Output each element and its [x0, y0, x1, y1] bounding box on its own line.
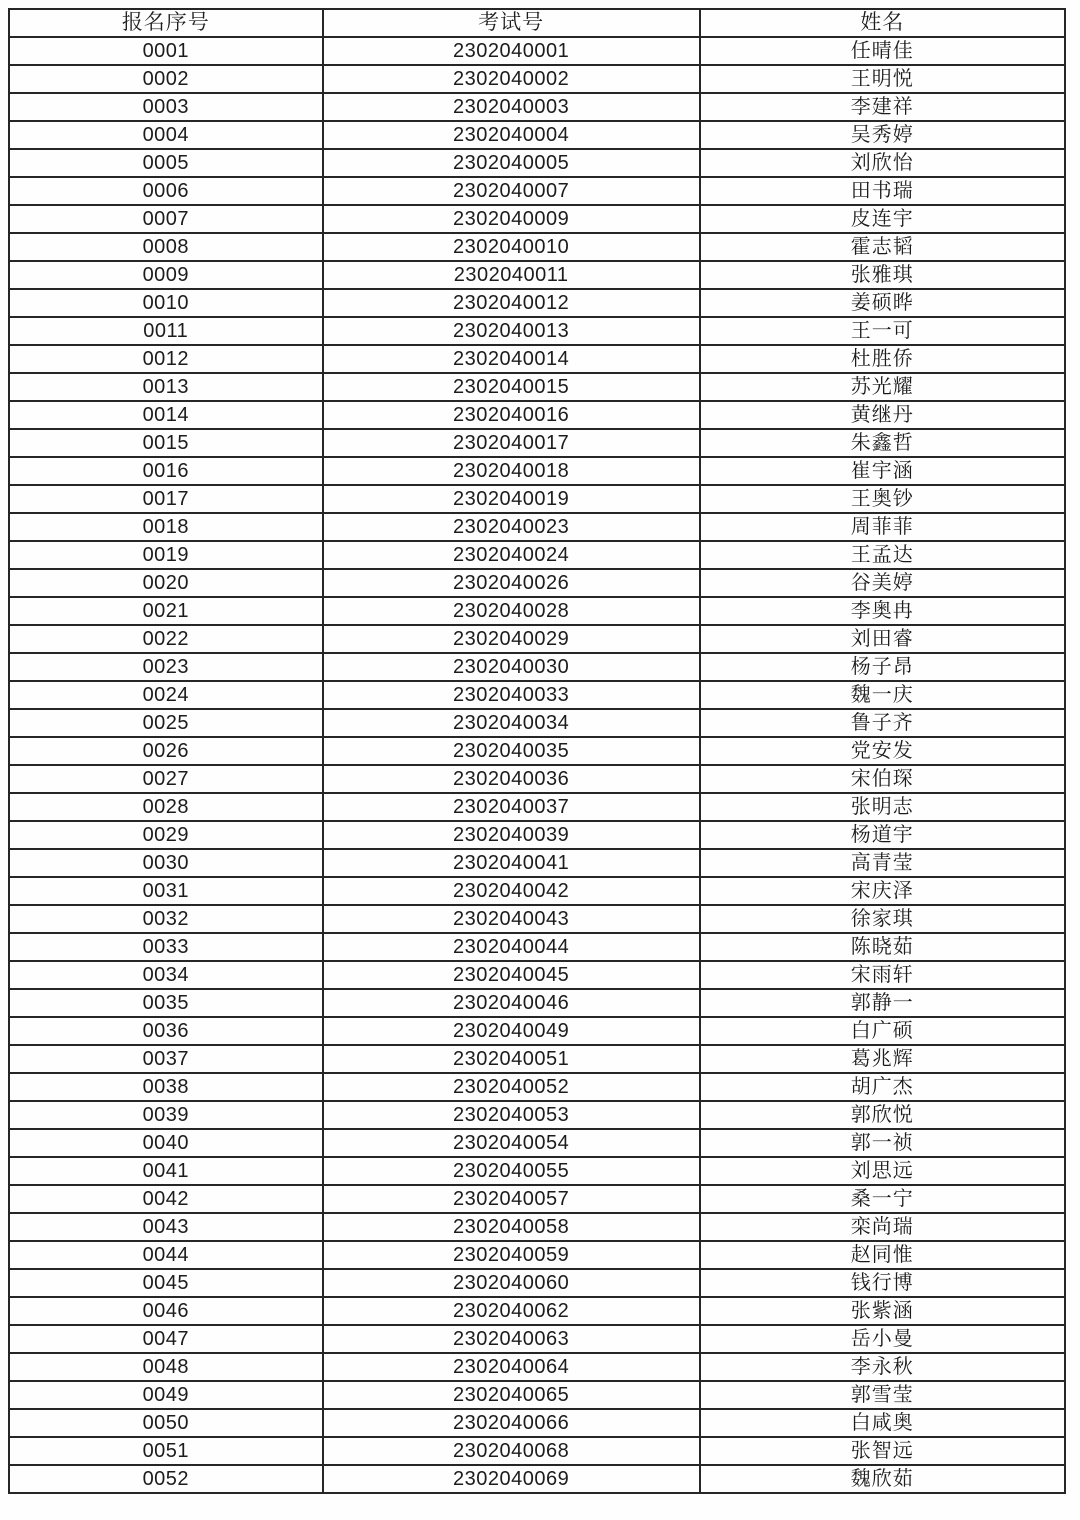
table-row — [9, 1409, 1065, 1437]
exam-no-cell: 2302040057 — [323, 1185, 700, 1213]
reg-no-cell: 0017 — [9, 485, 323, 513]
column-header-name: 姓名 — [700, 9, 1065, 37]
exam-no-cell: 2302040029 — [323, 625, 700, 653]
name-cell: 赵同惟 — [700, 1241, 1065, 1269]
reg-no-cell: 0048 — [9, 1353, 323, 1381]
exam-no-cell: 2302040016 — [323, 401, 700, 429]
exam-no-cell: 2302040064 — [323, 1353, 700, 1381]
table-row — [9, 597, 1065, 625]
table-row — [9, 737, 1065, 765]
exam-no-cell: 2302040001 — [323, 37, 700, 65]
table-row — [9, 793, 1065, 821]
table-row — [9, 205, 1065, 233]
name-cell: 钱行博 — [700, 1269, 1065, 1297]
name-cell: 皮连宇 — [700, 205, 1065, 233]
table-row — [9, 961, 1065, 989]
table-row — [9, 401, 1065, 429]
table-row — [9, 261, 1065, 289]
table-row — [9, 849, 1065, 877]
reg-no-cell: 0016 — [9, 457, 323, 485]
exam-no-cell: 2302040069 — [323, 1465, 700, 1493]
exam-no-cell: 2302040004 — [323, 121, 700, 149]
reg-no-cell: 0002 — [9, 65, 323, 93]
reg-no-cell: 0004 — [9, 121, 323, 149]
table-row — [9, 1325, 1065, 1353]
exam-no-cell: 2302040059 — [323, 1241, 700, 1269]
table-row — [9, 1213, 1065, 1241]
name-cell: 郭一祯 — [700, 1129, 1065, 1157]
exam-no-cell: 2302040011 — [323, 261, 700, 289]
exam-no-cell: 2302040043 — [323, 905, 700, 933]
table-row — [9, 1073, 1065, 1101]
reg-no-cell: 0013 — [9, 373, 323, 401]
name-cell: 陈晓茹 — [700, 933, 1065, 961]
name-cell: 任晴佳 — [700, 37, 1065, 65]
reg-no-cell: 0029 — [9, 821, 323, 849]
exam-roster-table — [8, 8, 1066, 1494]
reg-no-cell: 0020 — [9, 569, 323, 597]
name-cell: 李永秋 — [700, 1353, 1065, 1381]
table-row — [9, 317, 1065, 345]
name-cell: 王奥钞 — [700, 485, 1065, 513]
table-row — [9, 1353, 1065, 1381]
table-row — [9, 625, 1065, 653]
header-row — [9, 9, 1065, 37]
reg-no-cell: 0014 — [9, 401, 323, 429]
exam-no-cell: 2302040030 — [323, 653, 700, 681]
table-row — [9, 513, 1065, 541]
table-row — [9, 905, 1065, 933]
name-cell: 郭静一 — [700, 989, 1065, 1017]
name-cell: 杨子昂 — [700, 653, 1065, 681]
reg-no-cell: 0037 — [9, 1045, 323, 1073]
name-cell: 杨道宇 — [700, 821, 1065, 849]
exam-no-cell: 2302040017 — [323, 429, 700, 457]
exam-no-cell: 2302040024 — [323, 541, 700, 569]
exam-no-cell: 2302040033 — [323, 681, 700, 709]
column-header-reg-no: 报名序号 — [9, 9, 323, 37]
name-cell: 王一可 — [700, 317, 1065, 345]
table-row — [9, 541, 1065, 569]
name-cell: 栾尚瑞 — [700, 1213, 1065, 1241]
reg-no-cell: 0005 — [9, 149, 323, 177]
reg-no-cell: 0022 — [9, 625, 323, 653]
exam-no-cell: 2302040058 — [323, 1213, 700, 1241]
exam-no-cell: 2302040002 — [323, 65, 700, 93]
exam-no-cell: 2302040009 — [323, 205, 700, 233]
reg-no-cell: 0035 — [9, 989, 323, 1017]
name-cell: 胡广杰 — [700, 1073, 1065, 1101]
reg-no-cell: 0015 — [9, 429, 323, 457]
name-cell: 张紫涵 — [700, 1297, 1065, 1325]
reg-no-cell: 0018 — [9, 513, 323, 541]
table-header — [9, 9, 1065, 37]
reg-no-cell: 0043 — [9, 1213, 323, 1241]
name-cell: 魏欣茹 — [700, 1465, 1065, 1493]
reg-no-cell: 0050 — [9, 1409, 323, 1437]
reg-no-cell: 0033 — [9, 933, 323, 961]
name-cell: 王明悦 — [700, 65, 1065, 93]
table-row — [9, 121, 1065, 149]
exam-no-cell: 2302040007 — [323, 177, 700, 205]
reg-no-cell: 0045 — [9, 1269, 323, 1297]
name-cell: 李建祥 — [700, 93, 1065, 121]
table-row — [9, 457, 1065, 485]
table-row — [9, 1381, 1065, 1409]
exam-no-cell: 2302040045 — [323, 961, 700, 989]
name-cell: 朱鑫哲 — [700, 429, 1065, 457]
name-cell: 刘欣怡 — [700, 149, 1065, 177]
reg-no-cell: 0038 — [9, 1073, 323, 1101]
reg-no-cell: 0001 — [9, 37, 323, 65]
exam-no-cell: 2302040026 — [323, 569, 700, 597]
table-row — [9, 1045, 1065, 1073]
reg-no-cell: 0032 — [9, 905, 323, 933]
reg-no-cell: 0027 — [9, 765, 323, 793]
table-row — [9, 485, 1065, 513]
table-row — [9, 877, 1065, 905]
name-cell: 宋雨轩 — [700, 961, 1065, 989]
name-cell: 宋伯琛 — [700, 765, 1065, 793]
exam-no-cell: 2302040019 — [323, 485, 700, 513]
table-row — [9, 933, 1065, 961]
reg-no-cell: 0052 — [9, 1465, 323, 1493]
table-row — [9, 1101, 1065, 1129]
exam-no-cell: 2302040036 — [323, 765, 700, 793]
name-cell: 党安发 — [700, 737, 1065, 765]
column-header-exam-no: 考试号 — [323, 9, 700, 37]
reg-no-cell: 0019 — [9, 541, 323, 569]
table-row — [9, 989, 1065, 1017]
exam-no-cell: 2302040054 — [323, 1129, 700, 1157]
name-cell: 桑一宁 — [700, 1185, 1065, 1213]
table-row — [9, 65, 1065, 93]
name-cell: 张雅琪 — [700, 261, 1065, 289]
exam-no-cell: 2302040042 — [323, 877, 700, 905]
table-row — [9, 1017, 1065, 1045]
name-cell: 高青莹 — [700, 849, 1065, 877]
name-cell: 张明志 — [700, 793, 1065, 821]
exam-no-cell: 2302040065 — [323, 1381, 700, 1409]
name-cell: 岳小曼 — [700, 1325, 1065, 1353]
reg-no-cell: 0049 — [9, 1381, 323, 1409]
reg-no-cell: 0040 — [9, 1129, 323, 1157]
table-row — [9, 1129, 1065, 1157]
table-row — [9, 93, 1065, 121]
name-cell: 田书瑞 — [700, 177, 1065, 205]
reg-no-cell: 0039 — [9, 1101, 323, 1129]
reg-no-cell: 0026 — [9, 737, 323, 765]
table-row — [9, 177, 1065, 205]
name-cell: 宋庆泽 — [700, 877, 1065, 905]
reg-no-cell: 0021 — [9, 597, 323, 625]
reg-no-cell: 0042 — [9, 1185, 323, 1213]
reg-no-cell: 0036 — [9, 1017, 323, 1045]
reg-no-cell: 0011 — [9, 317, 323, 345]
table-row — [9, 373, 1065, 401]
reg-no-cell: 0025 — [9, 709, 323, 737]
exam-no-cell: 2302040052 — [323, 1073, 700, 1101]
exam-no-cell: 2302040018 — [323, 457, 700, 485]
reg-no-cell: 0010 — [9, 289, 323, 317]
exam-no-cell: 2302040035 — [323, 737, 700, 765]
exam-no-cell: 2302040037 — [323, 793, 700, 821]
exam-no-cell: 2302040041 — [323, 849, 700, 877]
reg-no-cell: 0024 — [9, 681, 323, 709]
name-cell: 刘田睿 — [700, 625, 1065, 653]
exam-no-cell: 2302040003 — [323, 93, 700, 121]
table-row — [9, 681, 1065, 709]
reg-no-cell: 0007 — [9, 205, 323, 233]
exam-no-cell: 2302040005 — [323, 149, 700, 177]
reg-no-cell: 0009 — [9, 261, 323, 289]
reg-no-cell: 0034 — [9, 961, 323, 989]
table-row — [9, 1185, 1065, 1213]
reg-no-cell: 0006 — [9, 177, 323, 205]
exam-no-cell: 2302040015 — [323, 373, 700, 401]
reg-no-cell: 0012 — [9, 345, 323, 373]
table-row — [9, 1297, 1065, 1325]
table-body — [9, 37, 1065, 1493]
reg-no-cell: 0044 — [9, 1241, 323, 1269]
table-row — [9, 709, 1065, 737]
name-cell: 李奥冉 — [700, 597, 1065, 625]
reg-no-cell: 0047 — [9, 1325, 323, 1353]
table-row — [9, 821, 1065, 849]
table-row — [9, 149, 1065, 177]
exam-no-cell: 2302040049 — [323, 1017, 700, 1045]
reg-no-cell: 0008 — [9, 233, 323, 261]
reg-no-cell: 0030 — [9, 849, 323, 877]
exam-no-cell: 2302040028 — [323, 597, 700, 625]
reg-no-cell: 0003 — [9, 93, 323, 121]
reg-no-cell: 0031 — [9, 877, 323, 905]
table-row — [9, 1157, 1065, 1185]
name-cell: 杜胜侨 — [700, 345, 1065, 373]
reg-no-cell: 0046 — [9, 1297, 323, 1325]
name-cell: 魏一庆 — [700, 681, 1065, 709]
reg-no-cell: 0023 — [9, 653, 323, 681]
exam-no-cell: 2302040023 — [323, 513, 700, 541]
name-cell: 鲁子齐 — [700, 709, 1065, 737]
name-cell: 苏光耀 — [700, 373, 1065, 401]
name-cell: 崔宇涵 — [700, 457, 1065, 485]
reg-no-cell: 0051 — [9, 1437, 323, 1465]
exam-no-cell: 2302040051 — [323, 1045, 700, 1073]
exam-no-cell: 2302040053 — [323, 1101, 700, 1129]
reg-no-cell: 0028 — [9, 793, 323, 821]
exam-no-cell: 2302040046 — [323, 989, 700, 1017]
table-row — [9, 345, 1065, 373]
name-cell: 黄继丹 — [700, 401, 1065, 429]
table-row — [9, 1465, 1065, 1493]
table-row — [9, 289, 1065, 317]
table-row — [9, 429, 1065, 457]
exam-no-cell: 2302040013 — [323, 317, 700, 345]
exam-no-cell: 2302040066 — [323, 1409, 700, 1437]
reg-no-cell: 0041 — [9, 1157, 323, 1185]
exam-no-cell: 2302040068 — [323, 1437, 700, 1465]
exam-no-cell: 2302040060 — [323, 1269, 700, 1297]
name-cell: 张智远 — [700, 1437, 1065, 1465]
name-cell: 刘思远 — [700, 1157, 1065, 1185]
name-cell: 白咸奥 — [700, 1409, 1065, 1437]
exam-no-cell: 2302040014 — [323, 345, 700, 373]
name-cell: 郭欣悦 — [700, 1101, 1065, 1129]
exam-no-cell: 2302040012 — [323, 289, 700, 317]
table-row — [9, 37, 1065, 65]
exam-no-cell: 2302040055 — [323, 1157, 700, 1185]
name-cell: 霍志韬 — [700, 233, 1065, 261]
exam-no-cell: 2302040044 — [323, 933, 700, 961]
table-row — [9, 1241, 1065, 1269]
table-row — [9, 233, 1065, 261]
table-row — [9, 1437, 1065, 1465]
exam-no-cell: 2302040039 — [323, 821, 700, 849]
exam-no-cell: 2302040010 — [323, 233, 700, 261]
name-cell: 姜硕晔 — [700, 289, 1065, 317]
name-cell: 徐家琪 — [700, 905, 1065, 933]
table-row — [9, 653, 1065, 681]
table-row — [9, 765, 1065, 793]
name-cell: 郭雪莹 — [700, 1381, 1065, 1409]
name-cell: 王孟达 — [700, 541, 1065, 569]
name-cell: 葛兆辉 — [700, 1045, 1065, 1073]
name-cell: 周菲菲 — [700, 513, 1065, 541]
table-row — [9, 569, 1065, 597]
name-cell: 白广硕 — [700, 1017, 1065, 1045]
table-row — [9, 1269, 1065, 1297]
name-cell: 谷美婷 — [700, 569, 1065, 597]
exam-no-cell: 2302040063 — [323, 1325, 700, 1353]
exam-no-cell: 2302040062 — [323, 1297, 700, 1325]
name-cell: 吴秀婷 — [700, 121, 1065, 149]
exam-no-cell: 2302040034 — [323, 709, 700, 737]
